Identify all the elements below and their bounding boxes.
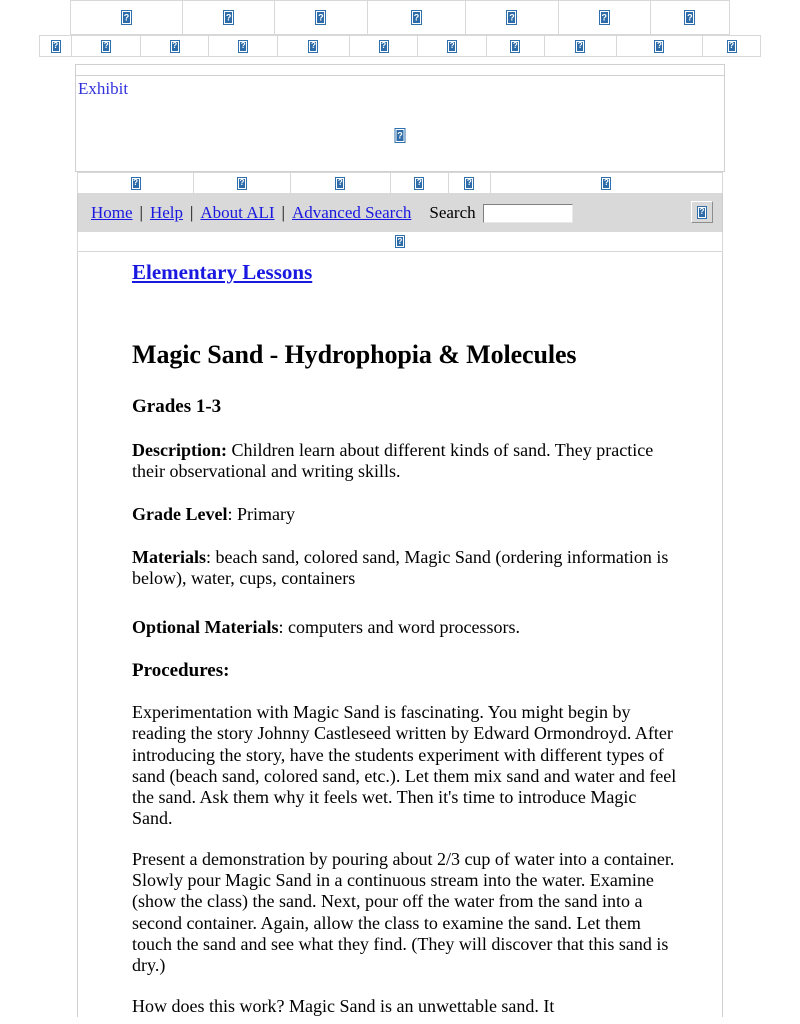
nav-link-about-ali[interactable]: About ALI: [200, 203, 275, 222]
broken-image-icon[interactable]: [684, 10, 695, 25]
secondary-nav-cell[interactable]: [349, 36, 417, 57]
section-nav-cell[interactable]: [390, 173, 448, 194]
broken-image-icon[interactable]: [654, 40, 664, 53]
procedure-paragraph: Present a demonstration by pouring about 2/3 cup of water into a container. Slowly pour Magic Sand in a continuous stream into the water. Examine (show the class) the sand. Next, pour off the water from the sand into a second container. Again, allow the class to examine the sand. Let them touch the sand and see what they find. (They will discover that this sand is dry.): [132, 849, 675, 975]
exhibit-panel: [75, 64, 725, 172]
materials-field: [132, 547, 677, 589]
secondary-nav-cell[interactable]: [72, 36, 140, 57]
section-link-elementary-lessons[interactable]: Elementary Lessons: [132, 260, 313, 284]
secondary-nav-cell[interactable]: [209, 36, 277, 57]
broken-image-icon[interactable]: [601, 177, 611, 190]
broken-image-icon[interactable]: [395, 235, 405, 248]
exhibit-body: [75, 76, 725, 172]
broken-image-icon[interactable]: [510, 40, 520, 53]
search-submit-button[interactable]: [691, 201, 713, 223]
broken-image-icon[interactable]: [131, 177, 141, 190]
secondary-nav-cell[interactable]: [486, 36, 544, 57]
broken-image-icon[interactable]: [447, 40, 457, 53]
secondary-nav-cell[interactable]: [616, 36, 703, 57]
table-row: [71, 1, 730, 35]
broken-image-icon[interactable]: [379, 40, 389, 53]
primary-nav-cell[interactable]: [71, 1, 183, 35]
grades-heading: Grades 1-3: [132, 396, 222, 417]
exhibit-top-bar: [75, 64, 725, 76]
primary-nav-cell[interactable]: [558, 1, 650, 35]
page-title: Magic Sand - Hydrophopia & Molecules: [132, 340, 577, 369]
optional-materials-label: Optional Materials: [132, 617, 279, 638]
primary-nav-cell[interactable]: [650, 1, 729, 35]
optional-materials-text: : computers and word processors.: [278, 617, 520, 638]
nav-link-home[interactable]: Home: [91, 203, 133, 222]
broken-image-icon[interactable]: [464, 177, 474, 190]
broken-image-icon[interactable]: [51, 40, 61, 53]
section-nav-cell[interactable]: [490, 173, 722, 194]
materials-label: Materials: [132, 547, 206, 568]
nav-separator: |: [139, 203, 143, 222]
primary-nav-cell[interactable]: [466, 1, 558, 35]
broken-image-icon[interactable]: [238, 40, 248, 53]
nav-separator: |: [190, 203, 194, 222]
primary-nav-row: [70, 0, 730, 35]
breadcrumb-strip: [77, 232, 723, 252]
secondary-nav-cell[interactable]: [703, 36, 761, 57]
broken-image-icon[interactable]: [223, 10, 234, 25]
section-nav-cell[interactable]: [194, 173, 291, 194]
secondary-nav-row: [39, 35, 761, 57]
broken-image-icon[interactable]: [411, 10, 422, 25]
broken-image-icon[interactable]: [395, 128, 406, 143]
description-label: Description:: [132, 440, 227, 460]
section-nav-cell[interactable]: [290, 173, 390, 194]
procedure-paragraph: How does this work? Magic Sand is an unwettable sand. It: [132, 995, 555, 1016]
primary-nav-cell[interactable]: [367, 1, 466, 35]
grade-level-text: : Primary: [227, 504, 295, 525]
broken-image-icon: [697, 206, 707, 219]
search-label: Search: [429, 203, 476, 222]
secondary-nav-cell[interactable]: [544, 36, 616, 57]
nav-link-help[interactable]: Help: [149, 203, 183, 222]
table-row: [78, 173, 723, 194]
search-input[interactable]: [483, 204, 573, 223]
broken-image-icon[interactable]: [237, 177, 247, 190]
broken-image-icon[interactable]: [727, 40, 737, 53]
section-nav-row: [77, 172, 723, 194]
primary-nav-cell[interactable]: [275, 1, 367, 35]
broken-image-icon[interactable]: [121, 10, 132, 25]
description-text: Children learn about different kinds of sand. They practice their observational and writing skills.: [132, 440, 654, 482]
optional-materials-field: [132, 617, 677, 638]
broken-image-icon[interactable]: [101, 40, 111, 53]
nav-link-advanced-search[interactable]: Advanced Search: [291, 203, 412, 222]
broken-image-icon[interactable]: [308, 40, 318, 53]
secondary-nav-cell[interactable]: [418, 36, 486, 57]
broken-image-icon[interactable]: [599, 10, 610, 25]
section-nav-cell[interactable]: [448, 173, 490, 194]
broken-image-icon[interactable]: [575, 40, 585, 53]
grade-level-label: Grade Level: [132, 504, 228, 525]
materials-text: : beach sand, colored sand, Magic Sand (ordering information is below), water, cups, containers: [132, 547, 669, 589]
nav-separator: |: [281, 203, 285, 222]
secondary-nav-cell[interactable]: [277, 36, 349, 57]
broken-image-icon[interactable]: [506, 10, 517, 25]
grade-level-field: [132, 504, 677, 525]
exhibit-link[interactable]: Exhibit: [78, 79, 129, 98]
table-row: [40, 36, 761, 57]
procedure-paragraph: Experimentation with Magic Sand is fascinating. You might begin by reading the story Johnny Castleseed written by Edward Ormondroyd. After introducing the story, have the students experiment with different types of sand (beach sand, colored sand, etc.). Let them mix sand and water and feel the sand. Ask them why it feels wet. Then it's time to introduce Magic Sand.: [132, 702, 677, 828]
broken-image-icon[interactable]: [414, 177, 424, 190]
description-field: [132, 440, 677, 482]
procedures-heading: Procedures:: [132, 660, 230, 682]
secondary-nav-cell[interactable]: [140, 36, 208, 57]
main-content: [77, 252, 723, 1017]
broken-image-icon[interactable]: [315, 10, 326, 25]
primary-nav-cell[interactable]: [183, 1, 275, 35]
broken-image-icon[interactable]: [170, 40, 180, 53]
search-bar: [77, 194, 723, 232]
secondary-nav-cell[interactable]: [40, 36, 72, 57]
broken-image-icon[interactable]: [335, 177, 345, 190]
section-nav-cell[interactable]: [78, 173, 194, 194]
